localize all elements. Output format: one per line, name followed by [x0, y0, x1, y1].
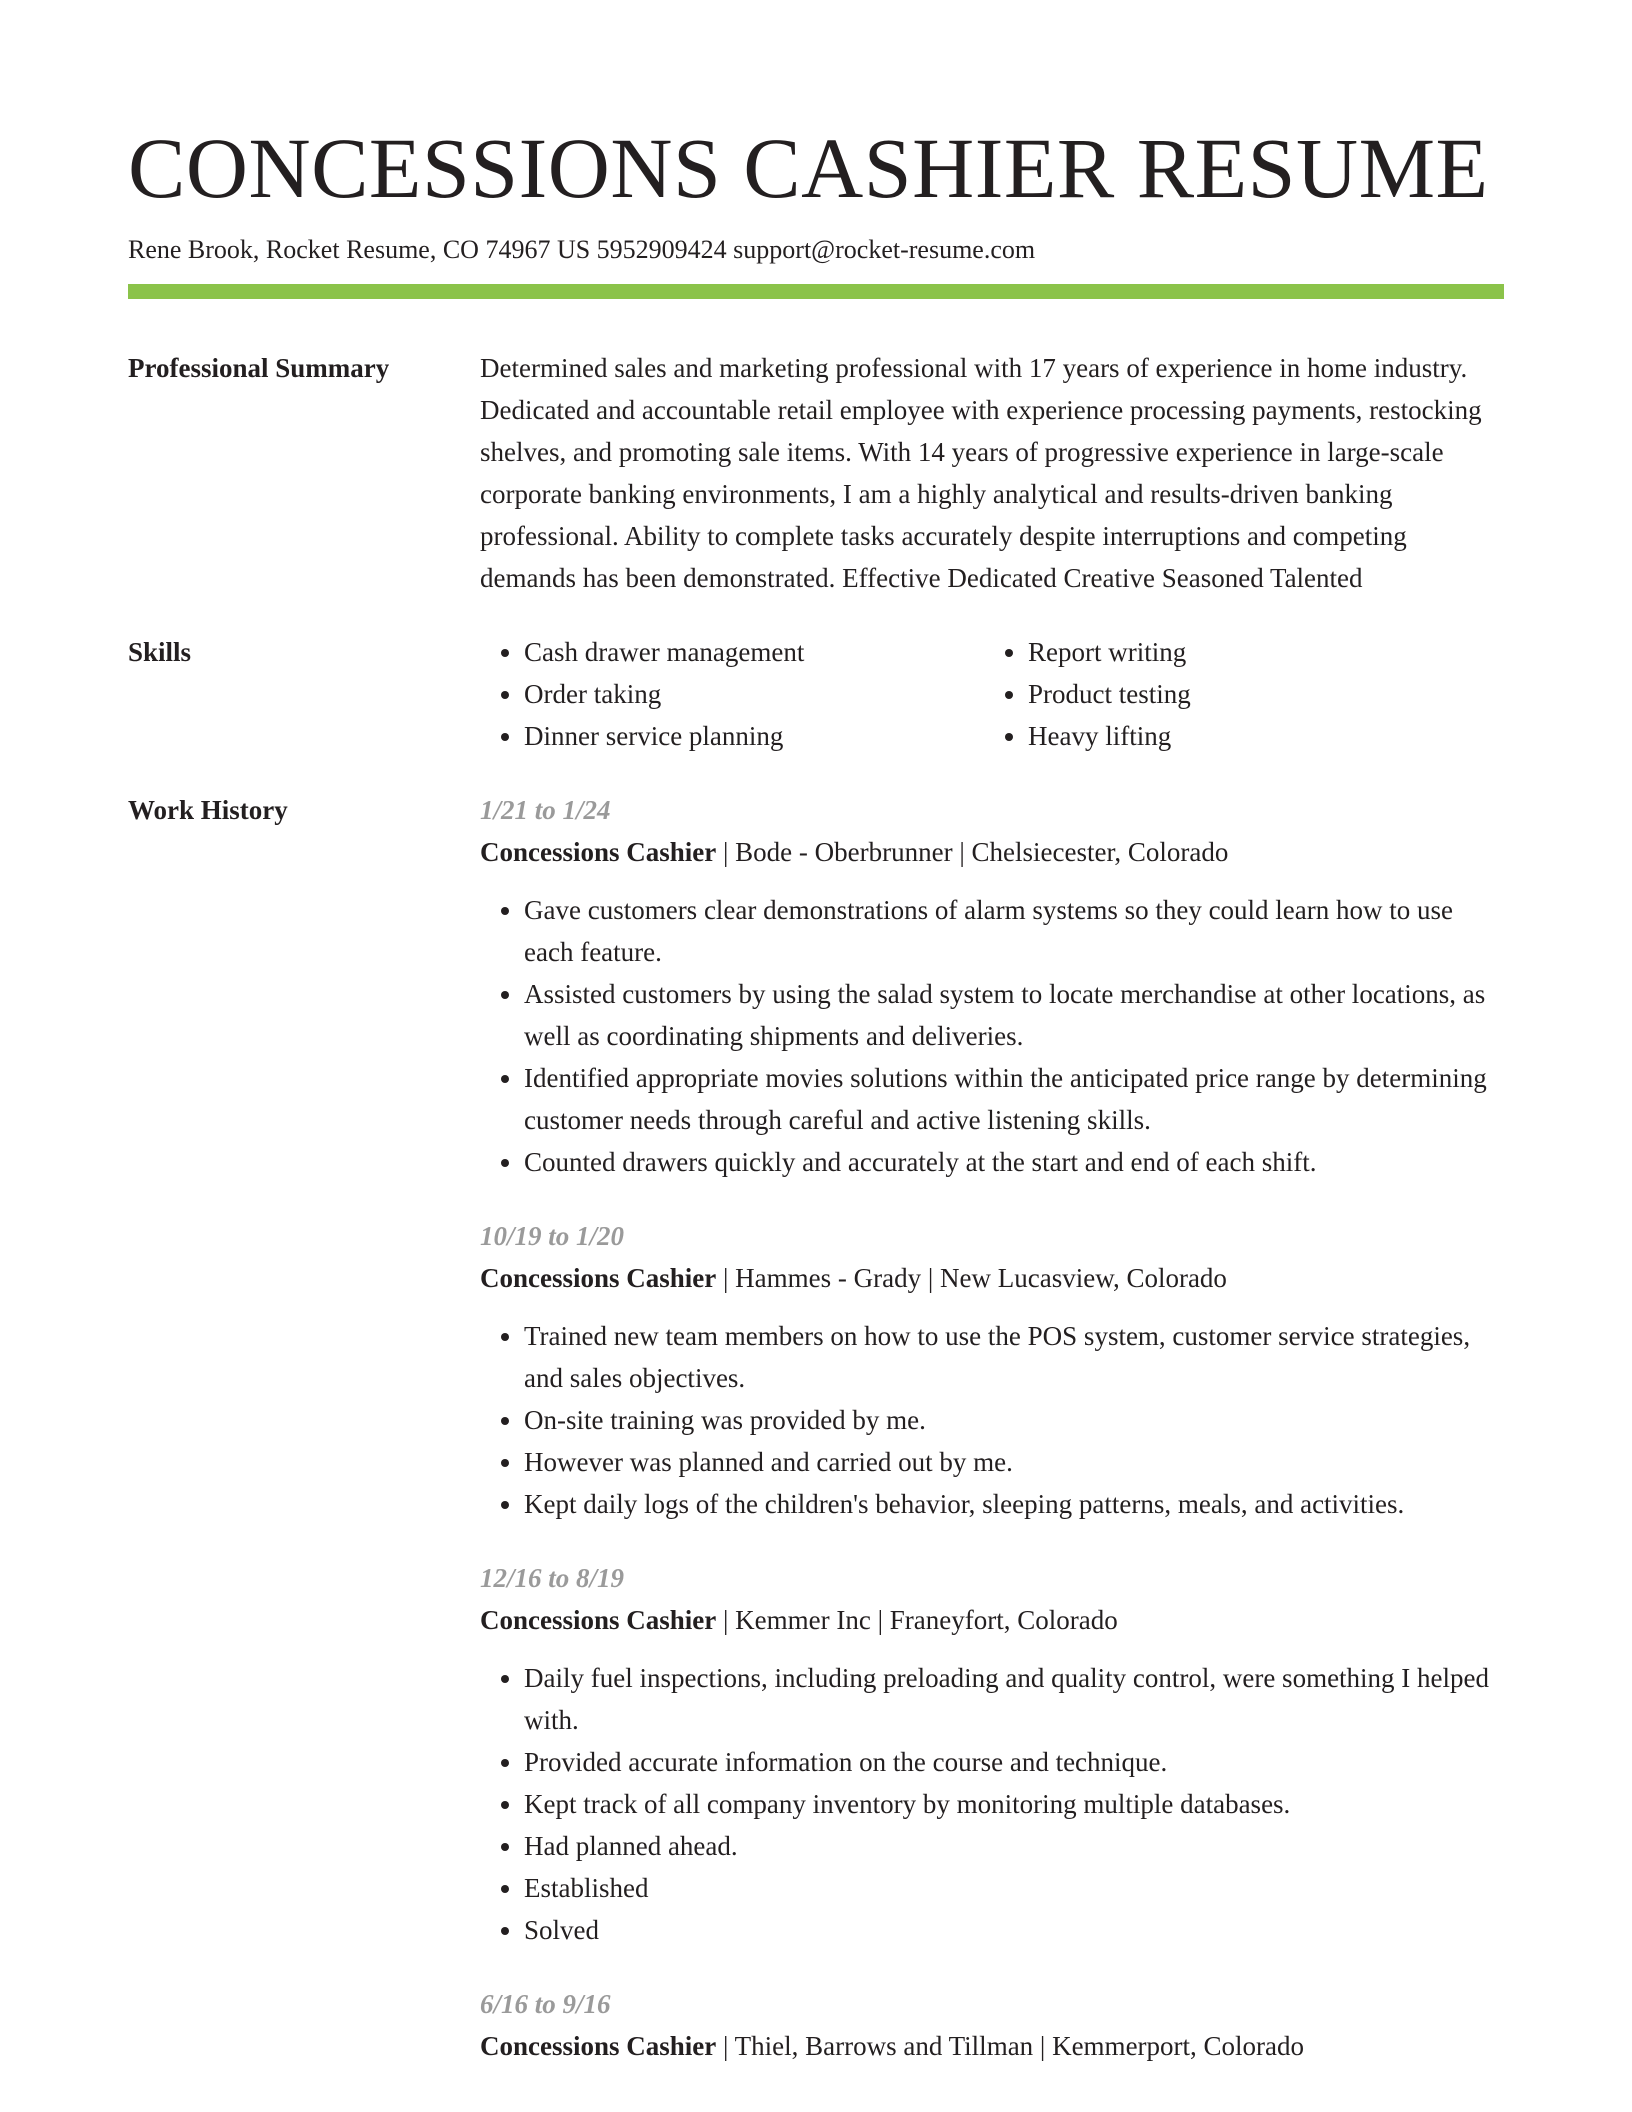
job-entry	[480, 789, 1504, 1183]
summary-heading: Professional Summary	[128, 353, 390, 383]
job-entry	[480, 1557, 1504, 1951]
job-bullet: • Provided accurate information on the course and technique.	[524, 1741, 1504, 1783]
job-date: 12/16 to 8/19	[480, 1563, 625, 1593]
job-bullet: • Daily fuel inspections, including preloading and quality control, were something I helped with.	[524, 1657, 1504, 1741]
job-title: Concessions Cashier	[480, 1263, 717, 1293]
skill-item: • Order taking	[524, 673, 984, 715]
skill-item: • Product testing	[1028, 673, 1488, 715]
job-bullet: • Identified appropriate movies solutions within the anticipated price range by determining customer needs through careful and active listening skills.	[524, 1057, 1504, 1141]
job-bullet: • Gave customers clear demonstrations of alarm systems so they could learn how to use each feature.	[524, 889, 1504, 973]
job-details: | Thiel, Barrows and Tillman | Kemmerport, Colorado	[716, 2031, 1305, 2061]
job-bullet: • Assisted customers by using the salad system to locate merchandise at other locations, as well as coordinating shipments and deliveries.	[524, 973, 1504, 1057]
skill-item: • Cash drawer management	[524, 631, 984, 673]
job-details: | Bode - Oberbrunner | Chelsiecester, Colorado	[716, 837, 1229, 867]
skills-section	[128, 631, 1504, 757]
job-entry	[480, 1983, 1504, 2067]
job-title: Concessions Cashier	[480, 1605, 717, 1635]
job-details: | Kemmer Inc | Franeyfort, Colorado	[716, 1605, 1118, 1635]
skills-list-left	[480, 631, 984, 757]
job-title: Concessions Cashier	[480, 837, 717, 867]
job-bullet: • Counted drawers quickly and accurately at the start and end of each shift.	[524, 1141, 1504, 1183]
skills-list-right	[984, 631, 1488, 757]
job-bullet: • Kept track of all company inventory by monitoring multiple databases.	[524, 1783, 1504, 1825]
job-title: Concessions Cashier	[480, 2031, 717, 2061]
skills-heading: Skills	[128, 637, 192, 667]
job-date: 10/19 to 1/20	[480, 1221, 625, 1251]
contact-line: Rene Brook, Rocket Resume, CO 74967 US 5952909424 support@rocket-resume.com	[128, 235, 1036, 264]
job-date: 1/21 to 1/24	[480, 795, 611, 825]
job-details: | Hammes - Grady | New Lucasview, Colorado	[716, 1263, 1227, 1293]
job-bullet: • Kept daily logs of the children's behavior, sleeping patterns, meals, and activities.	[524, 1483, 1504, 1525]
skill-item: • Heavy lifting	[1028, 715, 1488, 757]
resume-page	[128, 118, 1504, 2099]
skill-item: • Dinner service planning	[524, 715, 984, 757]
job-bullet: • On-site training was provided by me.	[524, 1399, 1504, 1441]
job-bullet: • Had planned ahead.	[524, 1825, 1504, 1867]
work-history-section	[128, 789, 1504, 2099]
job-bullet: • However was planned and carried out by me.	[524, 1441, 1504, 1483]
job-bullet: • Solved	[524, 1909, 1504, 1951]
job-bullet: • Established	[524, 1867, 1504, 1909]
summary-text: Determined sales and marketing professional with 17 years of experience in home industry. Dedicated and accountable retail employee with experience processing payments, restocking shelves, and promoting sale items. With 14 years of progressive experience in large-scale corporate banking environments, I am a highly analytical and results-driven banking professional. Ability to complete tasks accurately despite interruptions and competing demands has been demonstrated. Effective Dedicated Creative Seasoned Talented	[480, 353, 1482, 593]
job-date: 6/16 to 9/16	[480, 1989, 611, 2019]
summary-section	[128, 347, 1504, 599]
job-bullet: • Trained new team members on how to use the POS system, customer service strategies, and sales objectives.	[524, 1315, 1504, 1399]
job-bullets	[480, 889, 1504, 1183]
job-entry	[480, 1215, 1504, 1525]
job-bullets	[480, 1657, 1504, 1951]
work-history-heading: Work History	[128, 795, 288, 825]
resume-title: CONCESSIONS CASHIER RESUME	[128, 120, 1489, 216]
skill-item: • Report writing	[1028, 631, 1488, 673]
accent-divider	[128, 284, 1504, 299]
job-bullets	[480, 1315, 1504, 1525]
